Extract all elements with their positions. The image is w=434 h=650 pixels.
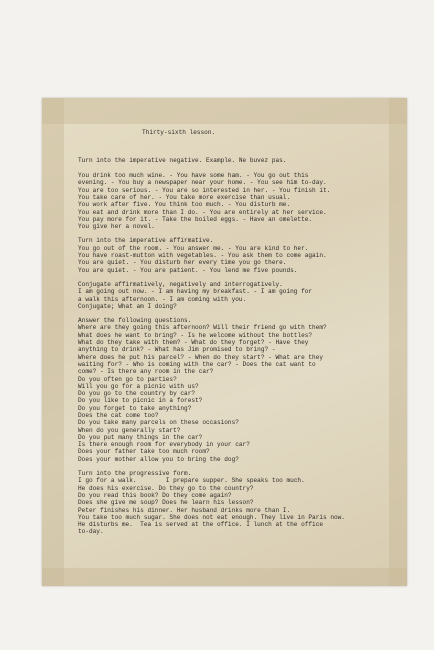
text-line: You go out of the room. - You answer me. - You are kind to her.	[78, 244, 309, 252]
text-line	[78, 165, 403, 172]
text-line: Where are they going this afternoon? Will their friend go with them?	[78, 324, 327, 332]
text-line: You drink too much wine. - You have some ham. - You go out this	[78, 172, 309, 180]
text-line: come? - Is there any room in the car?	[78, 368, 214, 376]
text-line: You have roast-mutton with vegetables. - You ask them to come again.	[78, 252, 327, 260]
text-line: You eat and drink more than I do. - You are entirely at her service.	[78, 208, 327, 216]
text-line: Do you read this book? Do they come again?	[78, 491, 232, 499]
text-line: Is there enough room for everybody in your car?	[78, 441, 250, 449]
text-line: to-day.	[78, 528, 104, 536]
text-line: Do you go to the country by car?	[78, 390, 196, 398]
text-line: Will you go for a picnic with us?	[78, 382, 199, 390]
text-line: You pay more for it. - Take the boiled eggs. - Have an omelette.	[78, 215, 313, 223]
tape-bottom	[42, 568, 407, 586]
lesson-title: Thirty-sixth lesson.	[142, 128, 216, 136]
text-line: Does your mother allow you to bring the dog?	[78, 455, 239, 463]
text-line: He does his exercise. Do they go to the country?	[78, 484, 254, 492]
exercise-section	[78, 470, 403, 536]
typed-sheet	[42, 98, 407, 586]
exercise-heading: Turn into the progressive form.	[78, 470, 192, 478]
text-line: When do you generally start?	[78, 426, 181, 434]
exercise-section	[78, 317, 403, 463]
exercise-section	[78, 157, 403, 230]
text-line: waiting for? - Who is coming with the car? - Does the cat want to	[78, 360, 316, 368]
text-line: You take care of her. - You take more exercise than usual.	[78, 193, 291, 201]
text-line: Does the cat come too?	[78, 411, 159, 419]
exercise-heading: Turn into the imperative negative. Example. Ne buvez pas.	[78, 157, 287, 165]
exercise-heading: Turn into the imperative affirmative.	[78, 237, 214, 245]
section-gap	[78, 310, 403, 317]
exercise-section	[78, 281, 403, 310]
text-line: Does your father take too much room?	[78, 448, 210, 456]
text-line: evening. - You buy a newspaper near your home. - You see him to-day.	[78, 179, 327, 187]
text-line: What do they take with them? - What do they forget? - Have they	[78, 339, 309, 347]
text-line: You are quiet. - You are patient. - You lend me five pounds.	[78, 266, 298, 274]
text-line: Do you often go to parties?	[78, 375, 177, 383]
text-line: Does she give me soup? Does he learn his lesson?	[78, 499, 254, 507]
text-line: Do you like to picnic in a forest?	[78, 397, 203, 405]
text-line: I am going out now. - I am having my breakfast. - I am going for	[78, 288, 313, 296]
text-line: Where does he put his parcel? - When do they start? - What are they	[78, 353, 324, 361]
text-line: What does he want to bring? - Is he welcome without the bottles?	[78, 331, 313, 339]
text-line: You are quiet. - You disturb her every time you go there.	[78, 259, 287, 267]
text-line: Do you take many parcels on these occasions?	[78, 419, 239, 427]
exercise-section	[78, 237, 403, 273]
exercise-sections	[78, 157, 403, 535]
section-gap	[78, 274, 403, 281]
text-line: Peter finishes his dinner. Her husband drinks more than I.	[78, 506, 291, 514]
text-line: You are too serious. - You are so interested in her. - You finish it.	[78, 186, 331, 194]
text-line: I go for a walk. I prepare supper. She speaks too much.	[78, 477, 305, 485]
typed-text	[78, 114, 403, 550]
text-line: You work after five. You think too much. - You disturb me.	[78, 201, 291, 209]
text-line: Do you put many things in the car?	[78, 433, 203, 441]
section-gap	[78, 230, 403, 237]
tape-left	[42, 98, 64, 586]
text-line: Do you forget to take anything?	[78, 404, 192, 412]
text-line: You give her a novel.	[78, 223, 155, 231]
text-line: He disturbs me. Tea is served at the office. I lunch at the office	[78, 521, 324, 529]
text-line: Conjugate; What am I doing?	[78, 302, 177, 310]
exercise-heading: Conjugate affirmatively, negatively and interrogatively.	[78, 280, 283, 288]
text-line: You take too much sugar. She does not eat enough. They live in Paris now.	[78, 513, 345, 521]
text-line: anything to drink? - What has Jim promised to bring? -	[78, 346, 276, 354]
section-gap	[78, 463, 403, 470]
text-line: a walk this afternoon. - I am coming with you.	[78, 295, 247, 303]
exercise-heading: Answer the following questions.	[78, 317, 192, 325]
